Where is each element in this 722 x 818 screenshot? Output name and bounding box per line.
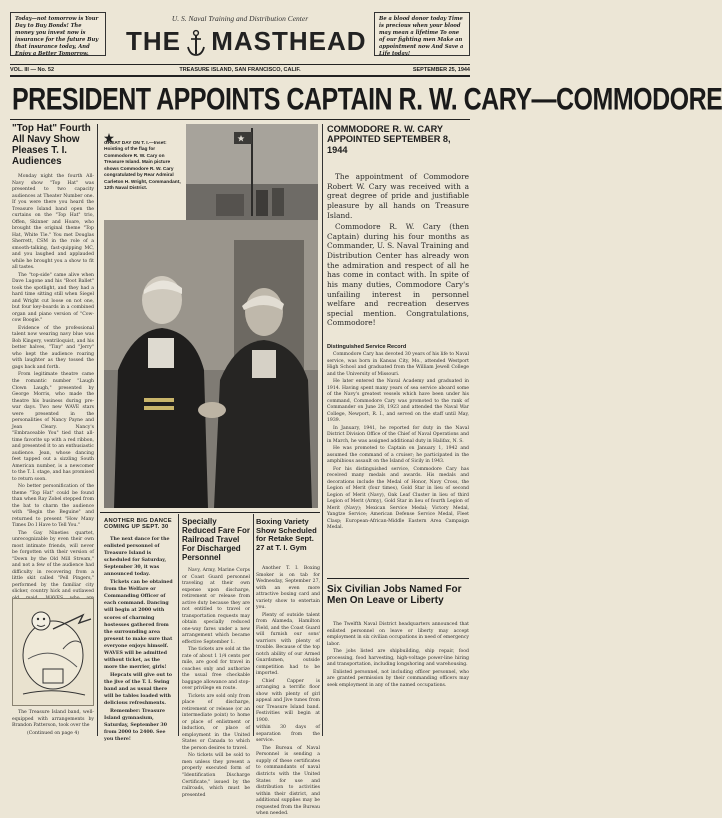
masthead-rule-bottom [10, 75, 470, 77]
band-cartoon [12, 598, 94, 706]
volume-number: VOL. III — No. 52 [10, 67, 55, 73]
photo-caption-text: —Inset: Hoisting of the flag for Commodore R. W. Cary on Treasure Island. Main picture shows Commodore R. W. Cary congratulated by Rear Admiral Carleton H. Wright, Commandant, 12th Naval District. [104, 141, 181, 192]
top-hat-story-body: Monday night the fourth All-Navy show "Top Hat" was presented to two capacity audiences at Theater Number one. If you were there you heard the Treasure Island band open the curtains on the "Top Hat" trio, Offen, Skinner and Hoare, who brought the original theme "Top Hat, White Tie." You met Douglas Sherrett, CSM in the role of a smooth-talking, fast-quipping MC, and you laughed and applauded while he brought you a show to fit all tastes. The "top-side" came alive when Dave Lugone and his "Boot Ballet" took the spotlight, and they had a hard time sitting still when Siegel and Wright cut loose on not one, but four key-boards in a combined organ and piano version of "Cow-cow Boogie." Evidence of the professional talent now wearing navy blue was Bob Kingery, ventriloquist, and his better halves, "Tiny" and "Jerry" who kept the audience roaring with laughter as they tossed the gags back and forth. From legitimate theatre came the romantic number "Laugh Clown Laugh," presented by George Morris, who made the theatre his business during pre-war days. Two new WAVE stars were presented in the personalities of Nancy Payne and Jean Cleary. Nancy's "Embraceable You" tied that all-time favorite up with a red ribbon, and presented it to an enthusiastic audience. Jean, whose dancing feet tapped out a sizzling South American number, is a newcomer to the T. I. stage, and has promised to return soon. No better personification of the theme "Top Hat" could be found than when Ray Zobel stepped from the bat to charm the audience with "Begin the Beguine" and returned to present "How Many Times Do I Have to Tell You." The Gay Nineties quartet, unrecognizable by even their own most intimate friends, will never be forgotten with their version of "Down by the Old Mill Stream," and not a few of the audience had difficulty in recovering from a little skit called "Pell Pingers," performed by the familiar city slicker, country hick and outlawed [12, 174, 94, 595]
headline-rule [10, 119, 470, 120]
anchor-icon [186, 29, 206, 57]
column-divider-3 [178, 514, 179, 736]
star-icon [104, 128, 114, 138]
masthead-title [126, 26, 367, 62]
photo-caption-title: GREAT DAY ON T. I. [104, 141, 149, 146]
bond-ad-box: Today—not tomorrow is Your Day to Buy Bonds! The money you invest now is insurance for the future Buy that insurance today, And Enjoy a Better Tomorrow. [10, 12, 106, 56]
photo-caption [104, 141, 184, 193]
service-record-subhead: Distinguished Service Record [327, 344, 407, 350]
column-divider-2 [322, 124, 323, 736]
jobs-story-body: The Twelfth Naval District headquarters announced that enlisted personnel on leave or liberty may accept employment in six civilian occupations in need of emergency labor. The jobs listed are shipbuilding, ship repair, food processing, food harvesting, high-voltage power-line hiring and transportation, including longshoring and warehousing. Enlisted personnel, not including officer personnel, who are granted permission by their commanding officers may seek employment in any of the named occupations. [327, 622, 469, 688]
jobs-rule [327, 578, 469, 579]
masthead-subtitle: U. S. Naval Training and Distribution Center [171, 14, 309, 23]
jobs-story-title: Six Civilian Jobs Named For Men On Leave or Liberty [327, 584, 462, 607]
cary-story-title: COMMODORE R. W. CARY APPOINTED SEPTEMBER 8, 1944 [327, 124, 451, 155]
dance-story-body: The next dance for the enlisted personnel of Treasure Island is scheduled for Saturday, September 30, it was announced today. Tickets can be obtained from the Welfare or Commanding Officer of each command. Dancing will begin at 2000 with scores of charming hostesses gathered from the surrounding area present to make sure that everyone enjoys himself. WAVES will be admitted without ticket, as the more the merrier, girls! Hepcats will give out to the jive of the T. I. Swing band and as usual there will be tables loaded with delicious refreshments. Remember: Treasure Island gymnasium, Saturday, September 30 from 2000 to 2400. See you there! [104, 537, 173, 743]
flag-hoisting-inset-photo [186, 124, 318, 220]
boxing-story-title: Boxing Variety Show Scheduled for Retake Sept. 27 at T. I. Gym [256, 517, 317, 552]
issue-date: SEPTEMBER 25, 1944 [412, 67, 470, 73]
main-headline: PRESIDENT APPOINTS CAPTAIN R. W. CARY—COMMODORE [12, 82, 722, 117]
column-divider-1 [97, 124, 98, 736]
boxing-story-body: Another T. I. Boxing Smoker is on tab for Wednesday, September 27, with an even more attractive boxing card and variety show to entertain you. Plenty of outside talent from Alameda, Hamilton Field, and the Coast Guard will furnish our sons' warriors with plenty of trouble. Because of the top notch ability of our Armed Guardsmen, outside competition had to be imported. Chief Capper is arranging a terrific floor show with plenty of girl appeal and Jive tunes from our Treasure Island band. Festivities will begin at 1900. within 30 days of separation from the service. The Bureau of Naval Personnel is sending a supply of these certificates to commandants of naval districts with the United States for use and distribution to activities within their district, and additional supplies may be requested from the Bureau when needed. [256, 566, 320, 817]
continued-note: (Continued on page 4) [26, 731, 80, 736]
dance-story-title: ANOTHER BIG DANCE COMING UP SEPT. 30 [104, 518, 172, 531]
column-divider-4 [253, 514, 254, 736]
fares-story-title: Specially Reduced Fare For Railroad Travel For Discharged Personnel [182, 517, 251, 562]
location-line: TREASURE ISLAND, SAN FRANCISCO, CALIF. [179, 67, 301, 73]
masthead-rule-top [10, 64, 470, 65]
cary-story-body: Commodore Cary has devoted 30 years of his life to Naval service, was born in Kansas City, Mo., attended Westport High School and graduated from the William Jewell College and the University of Missouri. He later entered the Naval Academy and graduated in 1914. Having spent many years of sea service aboard some of the Navy's greatest vessels which have been under his command, Commodore Cary was promoted to the rank of Commander on June 28, 1923 and attended the Naval War College, Newport, R. I., and served on the staff until May, 1939. In January, 1941, he reported for duty in the Naval District Division Office of the Chief of Naval Operations and in March, he was assigned additional duty in Halifax, N. S. He was promoted to Captain on January 1, 1942 and assumed the command of a cruiser; he participated in the amphibious assault on the Island of Sicily in 1943. For his distinguished service, Commodore Cary has received many medals and awards. His medals and decorations include the Medal of Honor, Navy Cross, the Legion of Merit (four times), Gold Star in lieu of second Legion of Merit (Navy), Oak Leaf Cluster in lieu of third Legion of Merit (Army), Gold Star in lieu of fourth Legion of Merit (Navy); Mexican Service Medal; Victory Medal, Yangtze Service; American Defense Service Medal, Fleet Clasp; European-African-Middle Eastern Area Campaign Medal. [327, 352, 469, 531]
lower-rule [100, 512, 320, 513]
fares-story-body: Navy, Army, Marine Corps or Coast Guard personnel traveling at their own expense upon discharge, retirement or release from active duty because they are not entitled to travel or transportation requests may obtain specially reduced one-way fares under a new arrangement which became effective September 1. The tickets are sold at the rate of about 1 1/4 cents per mile, are good for travel in coaches only and authorize the usual free checkable baggage allowance and stop-over privilege en route. Tickets are sold only from place of discharge, retirement or release (or an intermediate point) to home or place of enlistment or induction, or place of employment in the United States or Canada to which the person desires to travel. No tickets will be sold to men unless they present a properly executed form of "Identification Discharge Certificate," issued by the railroads, which must be presented [182, 568, 250, 798]
commodore-main-photo [104, 220, 318, 508]
band-cartoon-caption: The Treasure Island band, well-equipped with arrangements by Brandon Patterson, took over the [12, 710, 94, 729]
blood-donor-ad-box: Be a blood donor today Time is precious when your blood may mean a lifetime To one of our fighting men Make an appointment now And Save a Life today! [374, 12, 470, 56]
masthead-title-the: THE [126, 26, 181, 56]
cary-story-lead: The appointment of Commodore Robert W. Cary was received with a great degree of pride and justifiable pleasure by all hands on Treasure Island. Commodore R. W. Cary (then Captain) during his four months as Commander, U. S. Naval Training and Distribution Center has already won the admiration and respect of all he has come in contact with. In spite of his many duties, Commodore Cary's unfailing interest in personnel welfare and recreation deserves special mention. Congratulations, Commodore! [327, 172, 469, 328]
top-hat-story-title: "Top Hat" Fourth All Navy Show Pleases T. I. Audiences [12, 123, 91, 167]
masthead-title-main: MASTHEAD [211, 26, 367, 56]
